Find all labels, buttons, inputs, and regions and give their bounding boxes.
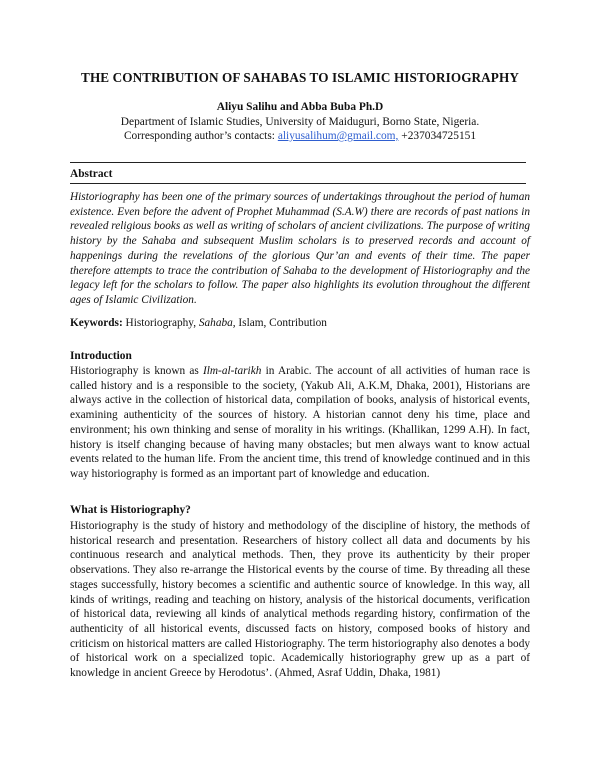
keywords-item-italic: Sahaba, [198,317,236,329]
intro-term-italic: Ilm-al-tarikh [203,365,262,377]
keywords-line [70,316,530,331]
intro-text-a: Historiography is known as [70,365,199,377]
contact-email-link[interactable]: aliyusalihum@gmail.com, [277,130,399,142]
contact-phone: +237034725151 [401,130,477,142]
abstract-top-rule [70,162,526,163]
what-is-paragraph: Historiography is the study of history and methodology of the discipline of history, the methods of historical research and presentation. Researchers of history collect all data and documents by his continuous research and analytical methods. Then, they prove its authenticity by their proper observations. They also re-arrange the Historical events by the course of time. By threading all these stages successfully, history becomes a scientific and authentic source of knowledge. In this way, all kinds of writings, reading and teaching on history, analysis of the historical documents, verification of historical data, reviewing all kinds of analytical methods regarding history, confirmation of the authenticity of all historical events, discussed facts on history, composed books of history and criticism on historical matters are called Historiography. The term historiography also denotes a body of historical work on a specialized topic. Academically historiography grew up as a part of knowledge in ancient Greece by Herodotus’. (Ahmed, Asraf Uddin, Dhaka, 1981) [70,520,530,680]
abstract-heading: Abstract [70,168,113,180]
paper-authors: Aliyu Salihu and Abba Buba Ph.D [216,101,384,113]
introduction-paragraph [70,364,530,482]
paper-title: THE CONTRIBUTION OF SAHABAS TO ISLAMIC HISTORIOGRAPHY [81,70,519,85]
author-affiliation: Department of Islamic Studies, University of Maiduguri, Borno State, Nigeria. [120,116,480,128]
contact-label: Corresponding author’s contacts: [123,130,275,142]
intro-text-b: in Arabic. The account of all activities of human race is called history and is a responsible to the society, (Yakub Ali, A.K.M, Dhaka, 2001), Historians are always active in the collection of historical data, compilation of books, analysis of historical events, examining authenticity of the sources of history. A historian cannot deny his time, place and environment; his own thinking and sense of morality in his writings. (Khallikan, 1299 A.H). In fact, history is itself changing because of having many obstacles; but men always want to know actual events related to the human life. From the ancient time, this trend of knowledge continued and in this way historiography is formed as an important part of knowledge and education. [70,365,531,480]
abstract-bottom-rule [70,183,526,184]
abstract-text: Historiography has been one of the primary sources of undertakings throughout the period of human existence. Even before the advent of Prophet Muhammad (S.A.W) there are records of past nations in revealed religious books as well as writing of scholars of ancient civilizations. The purpose of writing history by the Sahaba and subsequent Muslim scholars is to preserved records and account of happenings during the revelations of the glorious Qur’an and events of their time. The paper therefore attempts to trace the contribution of Sahaba to the development of Historiography and the legacy left for the scholars to follow. The paper also highlights its evolution throughout the different ages of Islamic Civilization. [70,191,530,306]
introduction-heading: Introduction [70,350,132,362]
what-is-heading: What is Historiography? [70,504,191,516]
keywords-items-a: Historiography, [125,317,197,329]
corresponding-contact [0,130,600,142]
keywords-items-b: Islam, Contribution [238,317,327,329]
keywords-label: Keywords: [70,317,123,329]
